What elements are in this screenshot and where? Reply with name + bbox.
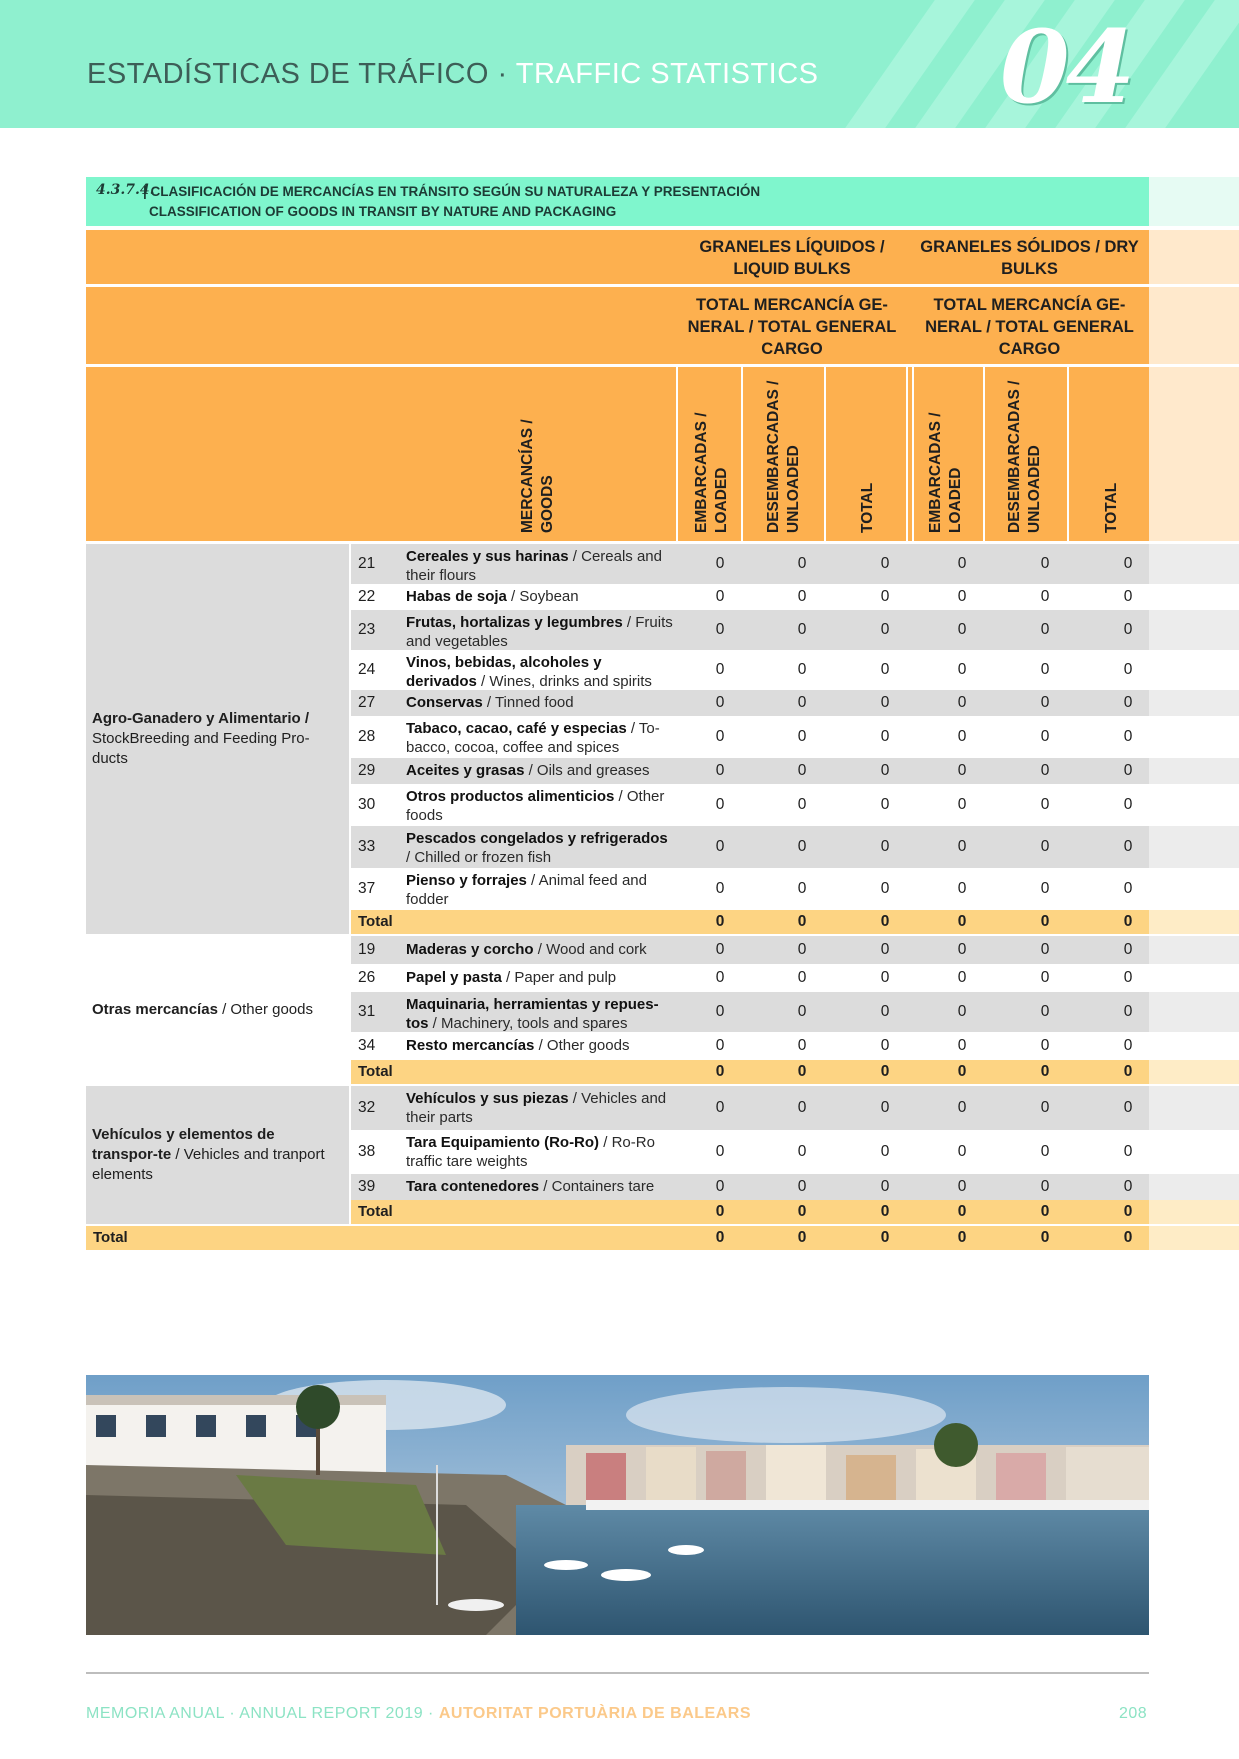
- value-cell: 0: [880, 796, 890, 813]
- value-cell: 0: [1123, 1229, 1133, 1246]
- goods-name-es: Pescados congelados y refrigerados: [406, 830, 668, 847]
- col-separator: [1067, 367, 1069, 541]
- chapter-number: 04: [1000, 8, 1132, 126]
- value-cell: 0: [1040, 880, 1050, 897]
- group-total-label: Total: [358, 913, 393, 930]
- goods-name-en: / Tinned food: [482, 694, 574, 711]
- group-label-es: Vehículos y elementos de transpor-te: [92, 1126, 275, 1163]
- table-row: [351, 544, 1149, 584]
- value-cell: 0: [880, 762, 890, 779]
- row-fade: [1149, 1226, 1239, 1250]
- goods-description: [406, 940, 676, 959]
- goods-description: [406, 719, 676, 757]
- value-cell: 0: [1040, 969, 1050, 986]
- value-cell: 0: [715, 1178, 725, 1195]
- goods-name-en: / Soybean: [506, 588, 579, 605]
- value-cell: 0: [1040, 913, 1050, 930]
- goods-code: 39: [358, 1178, 376, 1195]
- value-cell: 0: [880, 1037, 890, 1054]
- value-cell: 0: [880, 1099, 890, 1116]
- table-row: [351, 1174, 1149, 1200]
- header-row-columns: [86, 367, 1149, 541]
- goods-name-en: / Wines, drinks and spirits: [476, 673, 652, 690]
- goods-name-en: / Machinery, tools and spares: [428, 1015, 628, 1032]
- row-fade: [1149, 784, 1239, 826]
- value-cell: 0: [1123, 555, 1133, 572]
- value-cell: 0: [797, 1037, 807, 1054]
- group-total-label: Total: [358, 1203, 393, 1220]
- value-cell: 0: [1040, 1229, 1050, 1246]
- value-cell: 0: [797, 728, 807, 745]
- value-cell: 0: [797, 661, 807, 678]
- value-cell: 0: [1123, 621, 1133, 638]
- goods-code: 38: [358, 1143, 376, 1160]
- row-fade: [1149, 964, 1239, 992]
- group-label: [92, 709, 327, 769]
- value-cell: 0: [957, 969, 967, 986]
- value-cell: 0: [957, 1229, 967, 1246]
- group-header-liquid: GRANELES LÍQUIDOS / LIQUID BULKS: [699, 238, 885, 278]
- value-cell: 0: [1040, 1037, 1050, 1054]
- value-cell: 0: [1040, 1099, 1050, 1116]
- goods-name-es: Resto mercancías: [406, 1037, 535, 1054]
- value-cell: 0: [1123, 694, 1133, 711]
- value-cell: 0: [797, 1143, 807, 1160]
- value-cell: 0: [880, 728, 890, 745]
- value-cell: 0: [957, 1037, 967, 1054]
- value-cell: 0: [957, 1143, 967, 1160]
- group-total-row: [351, 910, 1149, 934]
- row-fade: [1149, 992, 1239, 1032]
- group-label-en: / Vehicles and tranport elements: [92, 1146, 325, 1183]
- value-cell: 0: [957, 694, 967, 711]
- value-cell: 0: [957, 555, 967, 572]
- value-cell: 0: [957, 1099, 967, 1116]
- goods-name-es: Frutas, hortalizas y legumbres: [406, 614, 623, 631]
- table-row: [351, 650, 1149, 690]
- harbor-photo: [86, 1375, 1149, 1635]
- table-row: [351, 690, 1149, 716]
- row-fade: [1149, 544, 1239, 584]
- table-row: [351, 716, 1149, 758]
- value-cell: 0: [715, 838, 725, 855]
- value-cell: 0: [1123, 913, 1133, 930]
- row-fade: [1149, 716, 1239, 758]
- value-cell: 0: [797, 913, 807, 930]
- value-cell: 0: [1040, 1143, 1050, 1160]
- goods-description: [406, 1089, 676, 1127]
- value-cell: 0: [715, 796, 725, 813]
- goods-name-en: / Oils and greases: [524, 762, 650, 779]
- table-row: [351, 1086, 1149, 1130]
- goods-name-en: / Containers tare: [539, 1178, 655, 1195]
- goods-description: [406, 653, 676, 691]
- goods-code: 19: [358, 941, 376, 958]
- page-number: 208: [1119, 1705, 1148, 1722]
- row-fade: [1149, 610, 1239, 650]
- table-row: [351, 1130, 1149, 1174]
- footer-report-label: MEMORIA ANUAL · ANNUAL REPORT 2019 ·: [86, 1705, 439, 1722]
- goods-name-es: Tabaco, cacao, café y especias: [406, 720, 627, 737]
- col-header-dry-loaded: EMBARCADAS / LOADED: [927, 412, 964, 533]
- goods-description: [406, 968, 676, 987]
- goods-description: [406, 1133, 676, 1171]
- goods-code: 22: [358, 588, 376, 605]
- value-cell: 0: [880, 969, 890, 986]
- row-fade: [1149, 1060, 1239, 1084]
- goods-name-en: / Fruits and vegetables: [406, 614, 673, 650]
- value-cell: 0: [797, 694, 807, 711]
- value-cell: 0: [957, 941, 967, 958]
- value-cell: 0: [1040, 1203, 1050, 1220]
- goods-name-en: / Cereals and their flours: [406, 548, 662, 584]
- goods-code: 23: [358, 621, 376, 638]
- value-cell: 0: [797, 1203, 807, 1220]
- title-es: ESTADÍSTICAS DE TRÁFICO: [87, 58, 489, 90]
- value-cell: 0: [1040, 762, 1050, 779]
- goods-description: [406, 995, 676, 1033]
- header-fade: [1149, 287, 1239, 364]
- table-row: [351, 584, 1149, 610]
- group-label-en: StockBreeding and Feeding Pro-ducts: [92, 730, 310, 767]
- value-cell: 0: [715, 588, 725, 605]
- value-cell: 0: [1123, 796, 1133, 813]
- goods-code: 31: [358, 1003, 376, 1020]
- value-cell: 0: [715, 969, 725, 986]
- row-fade: [1149, 826, 1239, 868]
- goods-description: [406, 693, 676, 712]
- group-label-es: Otras mercancías: [92, 1001, 218, 1018]
- value-cell: 0: [797, 838, 807, 855]
- goods-name-en: / Chilled or frozen fish: [406, 849, 552, 866]
- goods-description: [406, 587, 676, 606]
- row-fade: [1149, 1174, 1239, 1200]
- goods-name-es: Otros productos alimenticios: [406, 788, 615, 805]
- grand-total-label: Total: [93, 1229, 128, 1246]
- value-cell: 0: [1040, 1003, 1050, 1020]
- value-cell: 0: [880, 661, 890, 678]
- goods-name-en: / Animal feed and fodder: [406, 872, 647, 908]
- table-row: [351, 992, 1149, 1032]
- col-separator: [906, 367, 908, 541]
- value-cell: 0: [957, 1178, 967, 1195]
- value-cell: 0: [1040, 728, 1050, 745]
- table-row: [351, 964, 1149, 992]
- value-cell: 0: [1123, 880, 1133, 897]
- value-cell: 0: [715, 728, 725, 745]
- value-cell: 0: [797, 588, 807, 605]
- caption-fade: [1149, 177, 1239, 226]
- row-fade: [1149, 910, 1239, 934]
- goods-description: [406, 829, 676, 867]
- col-header-dry-total: TOTAL: [1103, 482, 1120, 533]
- col-separator: [676, 367, 678, 541]
- value-cell: 0: [1123, 941, 1133, 958]
- value-cell: 0: [715, 1037, 725, 1054]
- value-cell: 0: [1040, 838, 1050, 855]
- row-fade: [1149, 936, 1239, 964]
- grand-total-row: [86, 1226, 1149, 1250]
- value-cell: 0: [957, 621, 967, 638]
- value-cell: 0: [957, 1063, 967, 1080]
- value-cell: 0: [1040, 661, 1050, 678]
- footer-publication: [86, 1705, 751, 1723]
- goods-name-en: / Other foods: [406, 788, 665, 824]
- goods-name-en: / Vehicles and their parts: [406, 1090, 667, 1126]
- value-cell: 0: [797, 762, 807, 779]
- goods-code: 27: [358, 694, 376, 711]
- goods-code: 29: [358, 762, 376, 779]
- goods-code: 32: [358, 1099, 376, 1116]
- value-cell: 0: [1123, 728, 1133, 745]
- value-cell: 0: [715, 621, 725, 638]
- goods-name-es: Maderas y corcho: [406, 941, 534, 958]
- value-cell: 0: [880, 1003, 890, 1020]
- col-header-dry-unloaded: DESEMBARCADAS / UNLOADED: [1006, 380, 1043, 533]
- value-cell: 0: [715, 1003, 725, 1020]
- goods-name-es: Tara Equipamiento (Ro-Ro): [406, 1134, 600, 1151]
- col-separator: [741, 367, 743, 541]
- value-cell: 0: [957, 796, 967, 813]
- goods-code: 34: [358, 1037, 376, 1054]
- group-header-dry: GRANELES SÓLIDOS / DRY BULKS: [920, 238, 1139, 278]
- row-fade: [1149, 584, 1239, 610]
- value-cell: 0: [957, 762, 967, 779]
- col-separator: [912, 367, 914, 541]
- row-fade: [1149, 1032, 1239, 1060]
- value-cell: 0: [797, 880, 807, 897]
- value-cell: 0: [797, 1229, 807, 1246]
- goods-header: MERCANCÍAS / GOODS: [519, 419, 556, 533]
- value-cell: 0: [957, 913, 967, 930]
- value-cell: 0: [1123, 661, 1133, 678]
- goods-description: [406, 1177, 676, 1196]
- value-cell: 0: [797, 1063, 807, 1080]
- value-cell: 0: [880, 588, 890, 605]
- value-cell: 0: [1040, 941, 1050, 958]
- row-fade: [1149, 1200, 1239, 1224]
- value-cell: 0: [1123, 1203, 1133, 1220]
- value-cell: 0: [1040, 621, 1050, 638]
- value-cell: 0: [1123, 1099, 1133, 1116]
- goods-name-es: Maquinaria, herramientas y repues-tos: [406, 996, 659, 1032]
- value-cell: 0: [880, 1229, 890, 1246]
- value-cell: 0: [880, 913, 890, 930]
- col-separator: [983, 367, 985, 541]
- value-cell: 0: [715, 555, 725, 572]
- goods-code: 28: [358, 728, 376, 745]
- value-cell: 0: [957, 838, 967, 855]
- value-cell: 0: [957, 1203, 967, 1220]
- value-cell: 0: [797, 1099, 807, 1116]
- value-cell: 0: [797, 796, 807, 813]
- value-cell: 0: [880, 1178, 890, 1195]
- goods-code: 21: [358, 555, 376, 572]
- group-label: [92, 1000, 327, 1020]
- row-fade: [1149, 690, 1239, 716]
- value-cell: 0: [1123, 1178, 1133, 1195]
- row-fade: [1149, 1086, 1239, 1130]
- harbor-photo-image: [86, 1375, 1149, 1635]
- subheader-liquid: TOTAL MERCANCÍA GE-NERAL / TOTAL GENERAL CARGO: [687, 296, 897, 358]
- table-row: [351, 1032, 1149, 1060]
- goods-name-es: Aceites y grasas: [406, 762, 525, 779]
- group-label-en: / Other goods: [217, 1001, 313, 1018]
- value-cell: 0: [715, 1143, 725, 1160]
- table-title-es: | CLASIFICACIÓN DE MERCANCÍAS EN TRÁNSITO SEGÚN SU NATURALEZA Y PRESENTACIÓN: [143, 184, 761, 199]
- table-title-en: CLASSIFICATION OF GOODS IN TRANSIT BY NATURE AND PACKAGING: [149, 204, 617, 219]
- value-cell: 0: [957, 1003, 967, 1020]
- value-cell: 0: [715, 1063, 725, 1080]
- goods-name-es: Pienso y forrajes: [406, 872, 527, 889]
- subheader-dry: TOTAL MERCANCÍA GE-NERAL / TOTAL GENERAL CARGO: [925, 296, 1134, 358]
- group-total-row: [351, 1200, 1149, 1224]
- goods-code: 33: [358, 838, 376, 855]
- goods-name-es: Cereales y sus harinas: [406, 548, 569, 565]
- col-header-liquid-total: TOTAL: [859, 482, 876, 533]
- value-cell: 0: [880, 621, 890, 638]
- header-fade: [1149, 230, 1239, 284]
- value-cell: 0: [715, 941, 725, 958]
- value-cell: 0: [797, 621, 807, 638]
- goods-description: [406, 613, 676, 651]
- goods-name-es: Vinos, bebidas, alcoholes y derivados: [406, 654, 602, 690]
- value-cell: 0: [797, 1003, 807, 1020]
- goods-code: 24: [358, 661, 376, 678]
- value-cell: 0: [715, 762, 725, 779]
- goods-name-es: Tara contenedores: [406, 1178, 540, 1195]
- footer-org-label: AUTORITAT PORTUÀRIA DE BALEARS: [438, 1705, 752, 1722]
- value-cell: 0: [957, 728, 967, 745]
- value-cell: 0: [880, 555, 890, 572]
- value-cell: 0: [880, 694, 890, 711]
- value-cell: 0: [1040, 1063, 1050, 1080]
- row-fade: [1149, 1130, 1239, 1174]
- group-label: [92, 1125, 327, 1185]
- value-cell: 0: [1123, 1037, 1133, 1054]
- value-cell: 0: [1123, 1143, 1133, 1160]
- col-separator: [824, 367, 826, 541]
- table-row: [351, 610, 1149, 650]
- title-separator: ·: [497, 58, 508, 90]
- goods-description: [406, 547, 676, 585]
- goods-code: 26: [358, 969, 376, 986]
- value-cell: 0: [880, 1143, 890, 1160]
- table-row: [351, 936, 1149, 964]
- table-number: 4.3.7.4.: [96, 182, 155, 198]
- value-cell: 0: [880, 1063, 890, 1080]
- goods-description: [406, 1036, 676, 1055]
- group-label-es: Agro-Ganadero y Alimentario /: [92, 710, 309, 727]
- goods-description: [406, 871, 676, 909]
- value-cell: 0: [880, 941, 890, 958]
- row-fade: [1149, 758, 1239, 784]
- group-total-label: Total: [358, 1063, 393, 1080]
- value-cell: 0: [1040, 555, 1050, 572]
- value-cell: 0: [1123, 838, 1133, 855]
- value-cell: 0: [957, 661, 967, 678]
- goods-name-en: / Wood and cork: [533, 941, 647, 958]
- title-en: TRAFFIC STATISTICS: [515, 58, 819, 90]
- goods-code: 30: [358, 796, 376, 813]
- goods-description: [406, 761, 676, 780]
- value-cell: 0: [797, 1178, 807, 1195]
- goods-name-en: / Ro-Ro traffic tare weights: [406, 1134, 655, 1170]
- value-cell: 0: [715, 880, 725, 897]
- col-header-liquid-loaded: EMBARCADAS / LOADED: [693, 412, 730, 533]
- value-cell: 0: [880, 838, 890, 855]
- value-cell: 0: [715, 1099, 725, 1116]
- value-cell: 0: [957, 588, 967, 605]
- row-fade: [1149, 650, 1239, 690]
- value-cell: 0: [715, 1203, 725, 1220]
- goods-name-en: / To-bacco, cocoa, coffee and spices: [406, 720, 660, 756]
- value-cell: 0: [1040, 1178, 1050, 1195]
- goods-name-en: / Paper and pulp: [501, 969, 617, 986]
- footer-divider: [86, 1672, 1149, 1674]
- value-cell: 0: [880, 880, 890, 897]
- table-row: [351, 868, 1149, 910]
- value-cell: 0: [715, 661, 725, 678]
- table-caption: [86, 177, 1149, 226]
- value-cell: 0: [1123, 969, 1133, 986]
- value-cell: 0: [1123, 1003, 1133, 1020]
- goods-name-es: Habas de soja: [406, 588, 507, 605]
- goods-name-es: Conservas: [406, 694, 483, 711]
- value-cell: 0: [1040, 694, 1050, 711]
- value-cell: 0: [880, 1203, 890, 1220]
- table-row: [351, 758, 1149, 784]
- col-header-liquid-unloaded: DESEMBARCADAS / UNLOADED: [765, 380, 802, 533]
- value-cell: 0: [797, 969, 807, 986]
- header-fade: [1149, 367, 1239, 541]
- value-cell: 0: [957, 880, 967, 897]
- value-cell: 0: [1040, 796, 1050, 813]
- row-fade: [1149, 868, 1239, 910]
- page-title: [87, 58, 819, 91]
- goods-name-es: Vehículos y sus piezas: [406, 1090, 569, 1107]
- value-cell: 0: [1123, 762, 1133, 779]
- value-cell: 0: [797, 941, 807, 958]
- value-cell: 0: [715, 1229, 725, 1246]
- header-banner: [0, 0, 1239, 128]
- value-cell: 0: [1123, 588, 1133, 605]
- value-cell: 0: [715, 913, 725, 930]
- table-row: [351, 826, 1149, 868]
- table-row: [351, 784, 1149, 826]
- goods-name-en: / Other goods: [534, 1037, 630, 1054]
- value-cell: 0: [715, 694, 725, 711]
- goods-name-es: Papel y pasta: [406, 969, 502, 986]
- value-cell: 0: [797, 555, 807, 572]
- value-cell: 0: [1040, 588, 1050, 605]
- goods-code: 37: [358, 880, 376, 897]
- value-cell: 0: [1123, 1063, 1133, 1080]
- goods-description: [406, 787, 676, 825]
- group-total-row: [351, 1060, 1149, 1084]
